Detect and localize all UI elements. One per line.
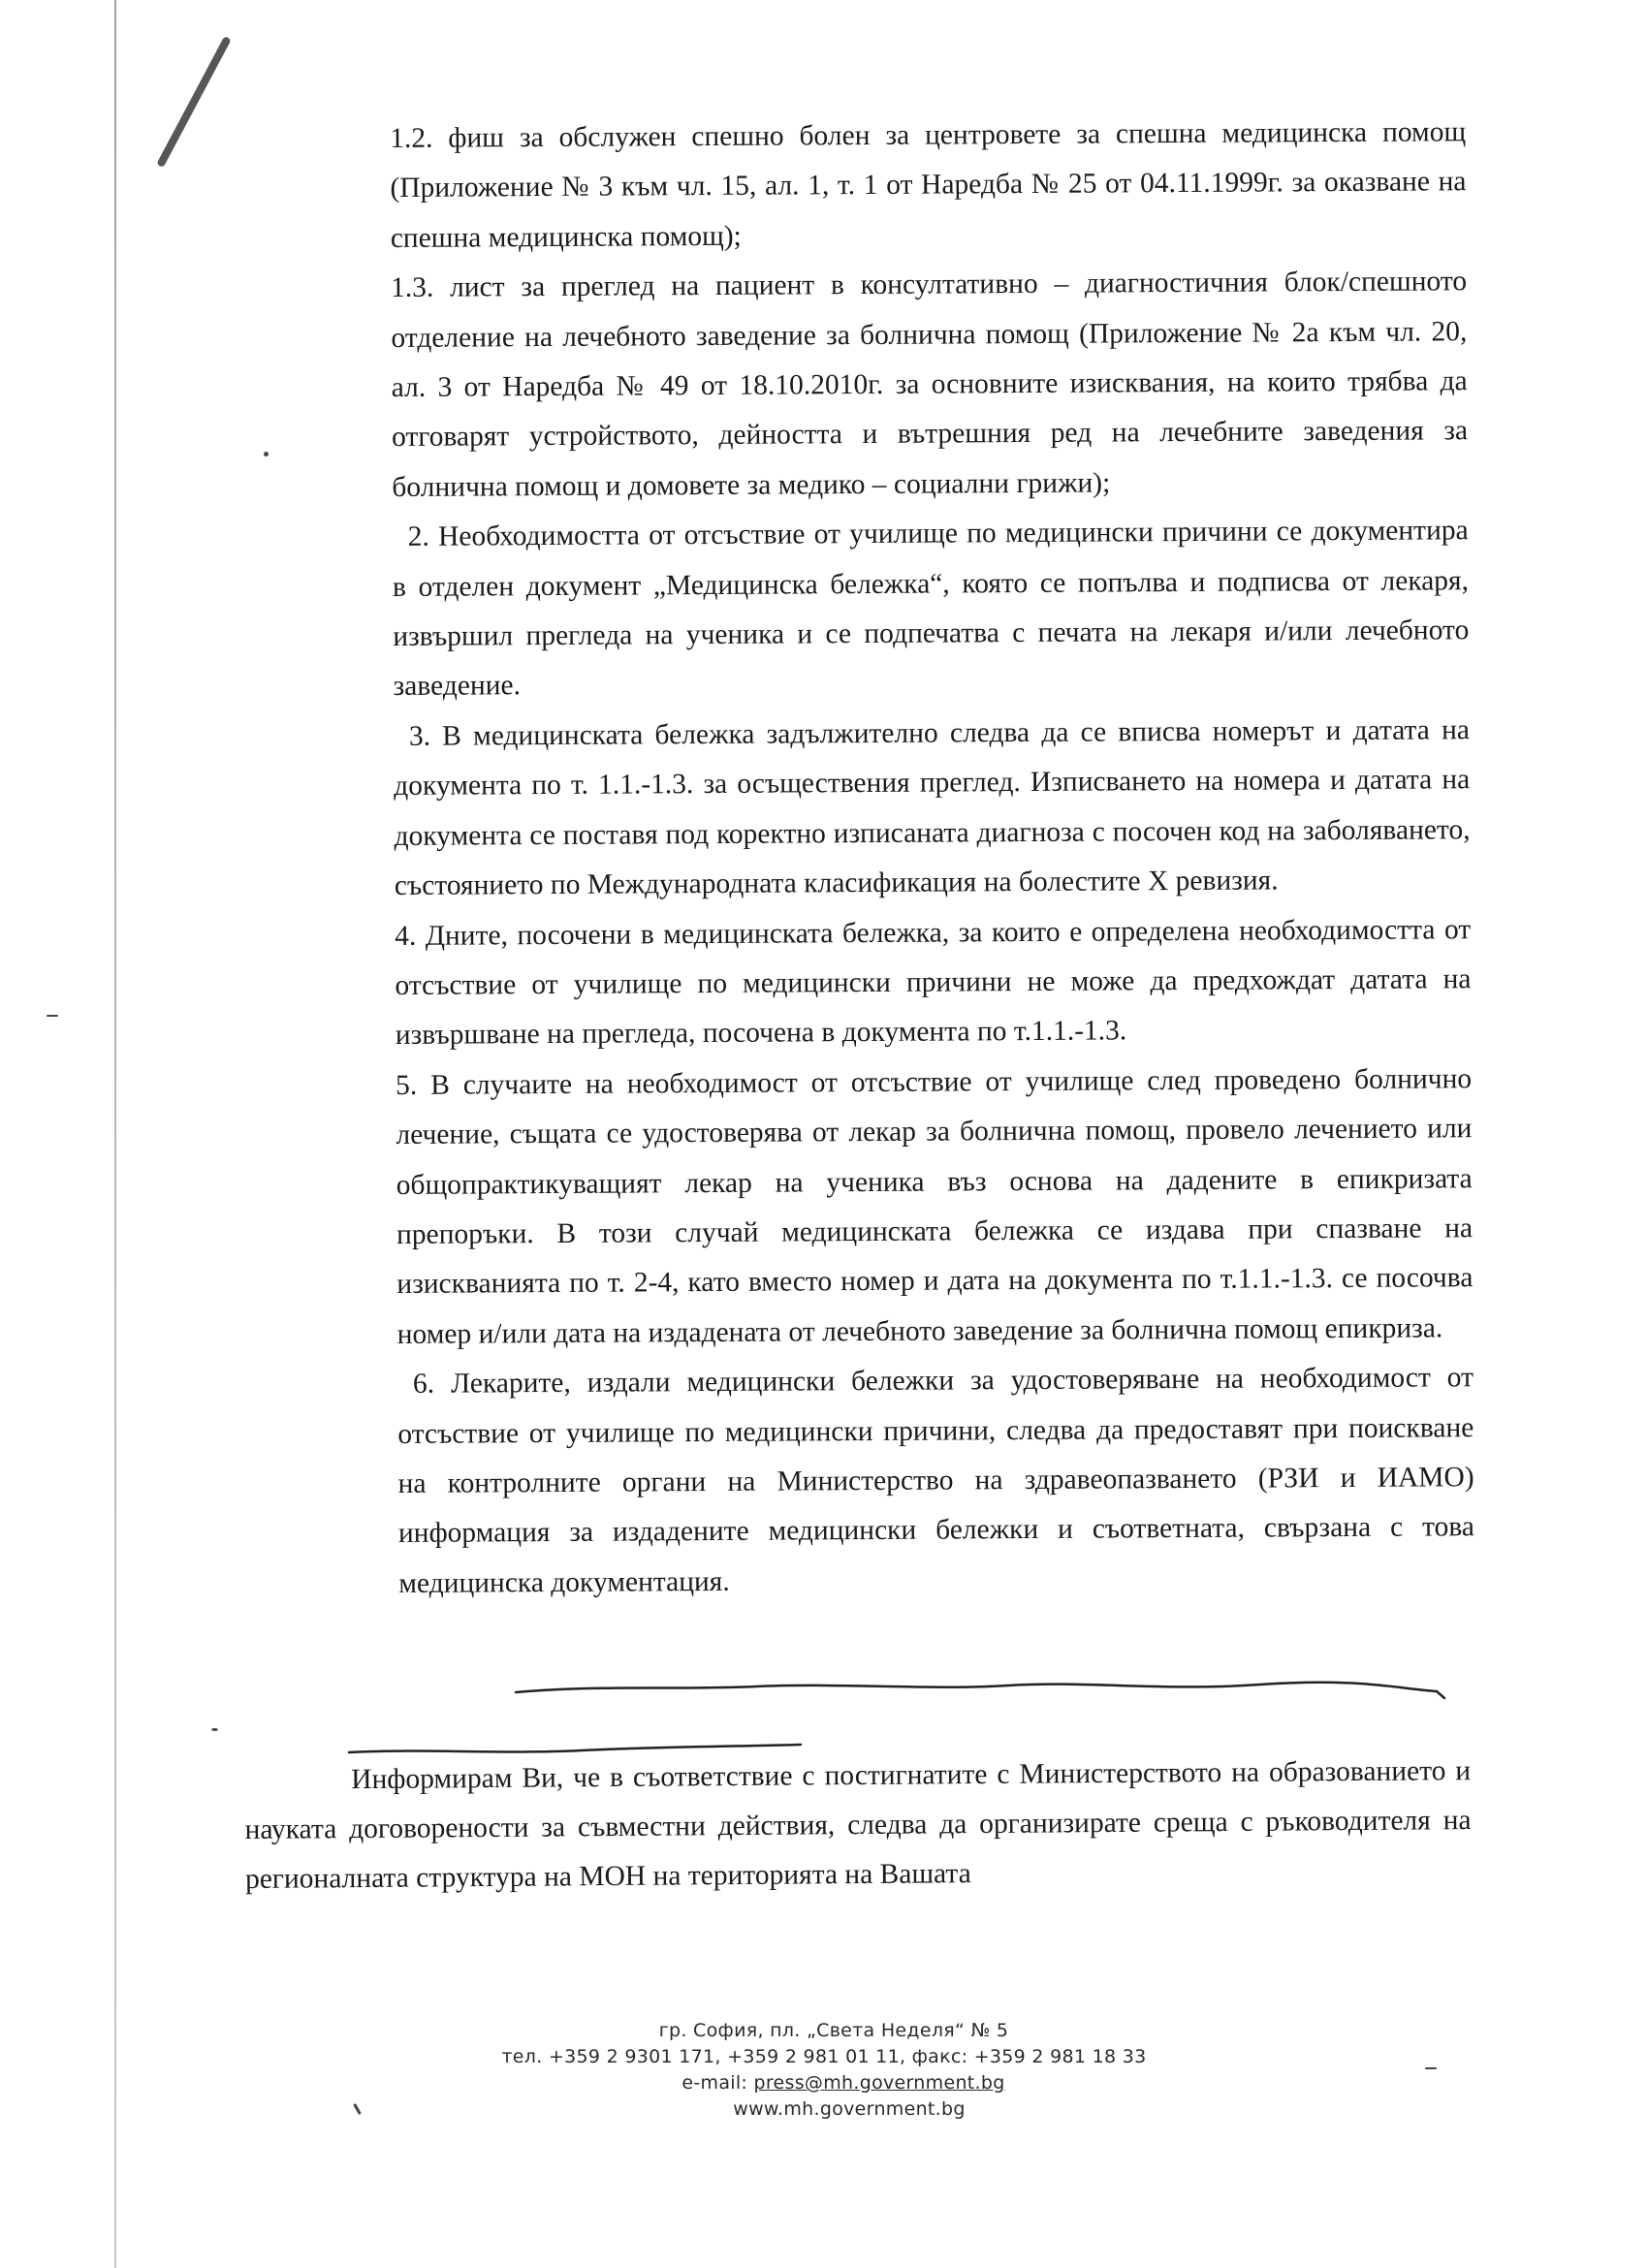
item-2: 2. Необходимостта от отсъствие от училище по медицински причини се документира в отделен документ „Медицинска бележка“, която се попълва и подписва от лекаря, извършил прегледа на ученика и се подпечатва с печата на лекаря и/или лечебното заведение. (392, 515, 1470, 703)
info-text: Информирам Ви, че в съответствие с постигнатите с Министерството на образованието и науката договорености за съвместни действия, следва да организирате среща с ръководителя на регионалната структура на МОН на територията на Вашата (244, 1755, 1472, 1895)
letterhead-footer (0, 2018, 1648, 2123)
item-4: 4. Дните, посочени в медицинската бележка, за които е определена необходимостта от отсъствие от училище по медицински причини не може да предхождат датата на извършване на прегледа, посочена в документа по т.1.1.-1.3. (395, 913, 1472, 1052)
item-3: 3. В медицинската бележка задължително следва да се вписва номерът и датата на документа по т. 1.1.-1.3. за осъществения преглед. Изписването на номера и датата на документа се поставя под коректно изписаната диагноза с посочен код на заболяването, състоянието по Международната класификация на болестите X ревизия. (394, 714, 1471, 902)
footer-email-link[interactable]: press@mh.government.bg (753, 2072, 1005, 2094)
item-5: 5. В случаите на необходимост от отсъствие от училище след проведено болнично лечение, същата се удостоверява от лекар за болнична помощ, провело лечението или общопрактикуващият лекар на ученика въз основа на дадените в епикризата препоръки. В този случай медицинската бележка се издава при спазване на изискванията по т. 2-4, като вместо номер и дата на документа по т.1.1.-1.3. се посочва номер и/или дата на издадената от лечебното заведение за болнична помощ епикриза. (396, 1062, 1474, 1350)
footer-phones: тел. +359 2 9301 171, +359 2 981 01 11, факс: +359 2 981 18 33 (501, 2046, 1147, 2067)
footer-address: гр. София, пл. „Света Неделя“ № 5 (658, 2020, 1009, 2041)
footer-website[interactable]: www.mh.government.bg (733, 2098, 966, 2120)
information-paragraph (244, 1747, 1472, 1905)
item-1-3: 1.3. лист за преглед на пациент в консултативно – диагностичния блок/спешното отделение на лечебното заведение за болнична помощ (Приложение № 2а към чл. 20, ал. 3 от Наредба № 49 от 18.10.2010г. за основните изисквания, на които трябва да отговарят устройството, дейността и вътрешния ред на лечебните заведения за болнична помощ и домовете за медико – социални грижи); (390, 266, 1469, 503)
item-6: 6. Лекарите, издали медицински бележки за удостоверяване на необходимост от отсъствие от училище по медицински причини, следва да предоставят при поискване на контролните органи на Министерство на здравеопазването (РЗИ и ИАМО) информация за издадените медицински бележки и съответната, свързана с това медицинска документация. (397, 1362, 1475, 1599)
item-1-2: 1.2. фиш за обслужен спешно болен за центровете за спешна медицинска помощ (Приложение № 3 към чл. 15, ал. 1, т. 1 от Наредба № 25 от 04.11.1999г. за оказване на спешна медицинска помощ); (390, 116, 1467, 254)
footer-email-label: e-mail: (681, 2072, 754, 2094)
footer-email-line (0, 2070, 1648, 2096)
